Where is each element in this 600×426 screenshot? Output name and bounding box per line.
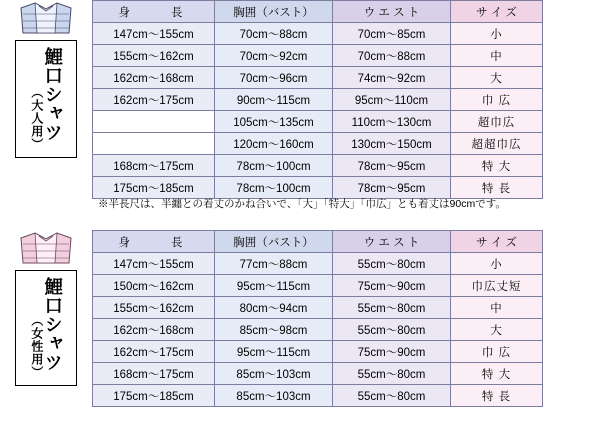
adult-header-waist: ウ エ ス ト [333,1,451,23]
adult-table-header-row [93,1,543,23]
female-cell-bust-1: 95cm〜115cm [215,275,333,297]
koi-shirt-female-icon [17,232,75,266]
female-cell-bust-4: 95cm〜115cm [215,341,333,363]
adult-cell-bust-2: 70cm〜96cm [215,67,333,89]
adult-cell-waist-7: 78cm〜95cm [333,177,451,199]
female-cell-size-5: 特 大 [451,363,543,385]
adult-cell-size-6: 特 大 [451,155,543,177]
table-row [93,23,543,45]
female-cell-bust-6: 85cm〜103cm [215,385,333,407]
adult-cell-size-5: 超超巾広 [451,133,543,155]
female-cell-bust-0: 77cm〜88cm [215,253,333,275]
adult-label-block [0,0,92,158]
female-cell-size-3: 大 [451,319,543,341]
female-cell-waist-2: 55cm〜80cm [333,297,451,319]
adult-size-table [92,0,543,199]
table-row [93,155,543,177]
female-size-table [92,230,543,407]
female-cell-waist-1: 75cm〜90cm [333,275,451,297]
table-row [93,275,543,297]
female-cell-height-6: 175cm〜185cm [93,385,215,407]
adult-cell-size-1: 中 [451,45,543,67]
adult-label-box [15,40,77,158]
adult-cell-size-0: 小 [451,23,543,45]
female-header-height: 身 長 [93,231,215,253]
adult-cell-size-3: 巾 広 [451,89,543,111]
female-cell-waist-0: 55cm〜80cm [333,253,451,275]
female-cell-waist-6: 55cm〜80cm [333,385,451,407]
adult-cell-bust-1: 70cm〜92cm [215,45,333,67]
adult-cell-bust-0: 70cm〜88cm [215,23,333,45]
female-cell-waist-3: 55cm〜80cm [333,319,451,341]
female-header-size: サ イ ズ [451,231,543,253]
table-row [93,253,543,275]
female-cell-height-4: 162cm〜175cm [93,341,215,363]
female-cell-size-0: 小 [451,253,543,275]
adult-cell-bust-5: 120cm〜160cm [215,133,333,155]
adult-cell-height-2: 162cm〜168cm [93,67,215,89]
female-cell-waist-4: 75cm〜90cm [333,341,451,363]
adult-cell-height-1: 155cm〜162cm [93,45,215,67]
adult-note: ※半長尺は、半纏との着丈のかね合いで、「大」「特大」「巾広」とも着丈は90cmです。 [98,198,506,210]
adult-cell-height-6: 168cm〜175cm [93,155,215,177]
table-row [93,319,543,341]
adult-cell-waist-3: 95cm〜110cm [333,89,451,111]
female-cell-bust-3: 85cm〜98cm [215,319,333,341]
female-cell-height-0: 147cm〜155cm [93,253,215,275]
female-cell-size-2: 中 [451,297,543,319]
female-label-main: 鯉口シャツ [42,277,63,372]
adult-cell-waist-5: 130cm〜150cm [333,133,451,155]
adult-cell-size-2: 大 [451,67,543,89]
table-row [93,133,543,155]
adult-cell-waist-2: 74cm〜92cm [333,67,451,89]
table-row [93,341,543,363]
female-label-block [0,230,92,386]
adult-cell-bust-6: 78cm〜100cm [215,155,333,177]
table-row [93,111,543,133]
female-table-header-row [93,231,543,253]
adult-label-sub: （大人用） [29,86,44,151]
adult-cell-height-7: 175cm〜185cm [93,177,215,199]
adult-header-height: 身 長 [93,1,215,23]
table-row [93,89,543,111]
adult-cell-height-4 [93,111,215,133]
adult-cell-bust-4: 105cm〜135cm [215,111,333,133]
female-cell-size-4: 巾 広 [451,341,543,363]
female-header-bust: 胸囲（バスト） [215,231,333,253]
female-cell-size-6: 特 長 [451,385,543,407]
table-row [93,363,543,385]
female-label-box [15,270,77,386]
female-cell-bust-5: 85cm〜103cm [215,363,333,385]
female-label-sub: （女性用） [29,314,44,379]
koi-shirt-adult-icon [17,2,75,36]
adult-cell-waist-6: 78cm〜95cm [333,155,451,177]
female-cell-height-2: 155cm〜162cm [93,297,215,319]
table-row [93,297,543,319]
adult-cell-height-3: 162cm〜175cm [93,89,215,111]
adult-section [0,0,600,210]
adult-cell-height-0: 147cm〜155cm [93,23,215,45]
female-section [0,230,600,407]
female-header-waist: ウ エ ス ト [333,231,451,253]
adult-cell-waist-1: 70cm〜88cm [333,45,451,67]
adult-label-main: 鯉口シャツ [42,47,63,142]
female-cell-height-3: 162cm〜168cm [93,319,215,341]
female-cell-bust-2: 80cm〜94cm [215,297,333,319]
female-cell-height-5: 168cm〜175cm [93,363,215,385]
adult-cell-waist-4: 110cm〜130cm [333,111,451,133]
adult-cell-bust-3: 90cm〜115cm [215,89,333,111]
adult-cell-bust-7: 78cm〜100cm [215,177,333,199]
female-cell-waist-5: 55cm〜80cm [333,363,451,385]
table-row [93,67,543,89]
adult-header-bust: 胸囲（バスト） [215,1,333,23]
adult-cell-height-5 [93,133,215,155]
female-cell-size-1: 巾広丈短 [451,275,543,297]
adult-header-size: サ イ ズ [451,1,543,23]
female-cell-height-1: 150cm〜162cm [93,275,215,297]
table-row [93,45,543,67]
adult-cell-size-4: 超巾広 [451,111,543,133]
table-row [93,385,543,407]
adult-cell-size-7: 特 長 [451,177,543,199]
adult-cell-waist-0: 70cm〜85cm [333,23,451,45]
